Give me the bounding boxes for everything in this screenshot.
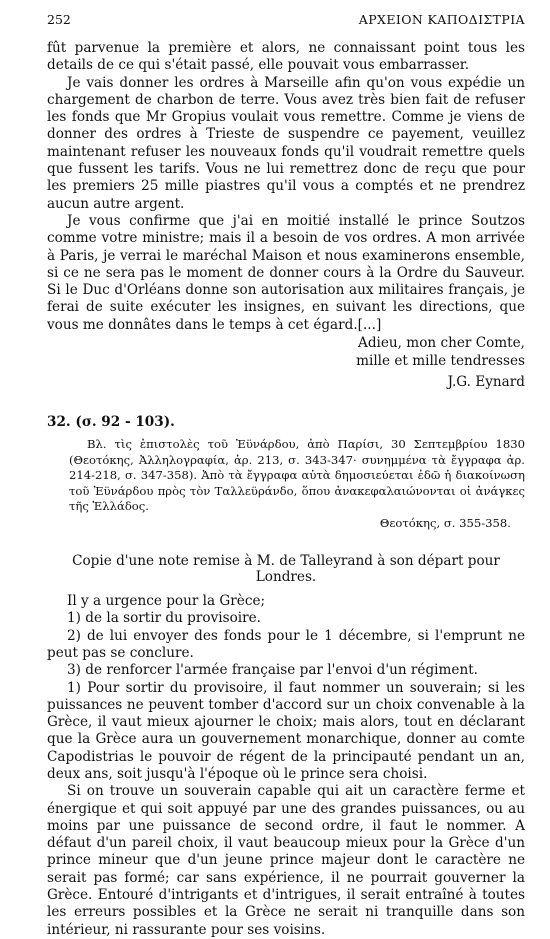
closing-line: Adieu, mon cher Comte, xyxy=(358,335,525,352)
page-header xyxy=(47,12,525,40)
list-item: 2) de lui envoyer des fonds pour le 1 décembre, si l'emprunt ne peut pas se conclure. xyxy=(47,627,525,661)
editorial-note: Βλ. τὶς ἐπιστολὲς τοῦ Ἐϋνάρδου, ἀπὸ Παρίσι, 30 Σεπτεμβρίου 1830 (Θεοτόκης, Ἀλληλογραφία, ἀρ. 213, σ. 343-347· συνημμένα τὰ ἔγγραφα ἀρ. 214-218, σ. 347-358). Ἀπὸ τὰ ἔγγραφα αὐτὰ δημοσιεύεται ἐδῶ ἡ διακοίνωση τοῦ Ἐϋνάρδου πρὸς τὸν Ταλλεϋράνδο, ὅπου ἀνακεφαλαιώνονται οἱ ἀνάγκες τῆς Ἑλλάδος. xyxy=(69,437,525,514)
list-item: 1) de la sortir du provisoire. xyxy=(67,610,261,627)
note-reference: Θεοτόκης, σ. 355-358. xyxy=(379,516,511,531)
signature: J.G. Eynard xyxy=(447,374,525,391)
closing-line: mille et mille tendresses xyxy=(356,353,525,370)
document-title: Copie d'une note remise à M. de Talleyrand à son départ pour Londres. xyxy=(72,553,500,586)
letter-paragraph: Je vais donner les ordres à Marseille afin qu'on vous expédie un chargement de charbon de terre. Vous avez très bien fait de refuser les fonds que Mr Gropius voulait vous remettre. Comme je viens de donner des ordres à Trieste de suspendre ce payement, veuillez maintenant refuser les nouveaux fonds qu'il voudrait remettre quels que fussent les tarifs. Vous ne lui remettrez donc de reçu que pour les premiers 25 mille piastres qu'il vous a comptés et ne prendrez aucun autre argent. xyxy=(47,74,525,212)
letter-paragraph: Je vous confirme que j'ai en moitié installé le prince Soutzos comme votre ministre; mais il a besoin de vos ordres. A mon arrivée à Paris, je verrai le maréchal Maison et nous examinerons ensemble, si ce ne sera pas le moment de donner cours à la Ordre du Sauveur. Si le Duc d'Orléans donne son autorisation aux militaires français, je ferai de suite exécuter les insignes, en suivant les directions, que vous me donnâtes dans le temps à cet égard.[...] xyxy=(47,212,525,333)
section-number: 32. (σ. 92 - 103). xyxy=(47,414,175,431)
running-title: ΑΡΧΕΙΟΝ ΚΑΠΟΔΙΣΤΡΙΑ xyxy=(358,12,525,27)
document-paragraph: Si on trouve un souverain capable qui ait un caractère ferme et énergique et qui soit appuyé par une des grandes puissances, ou au moins par une puissance de second ordre, il faut le nommer. A défaut d'un pareil choix, il vaut beaucoup mieux pour la Grèce d'un prince mineur que d'un jeune prince majeur dont le caractère ne serait pas formé; car sans expérience, il ne pourrait gouverner la Grèce. Entouré d'intrigants et d'intrigues, il serait entraîné à toutes les erreurs possibles et la Grèce ne serait ni tranquille dans son intérieur, ni rassurante pour ses voisins. xyxy=(47,783,525,938)
document-intro: Il y a urgence pour la Grèce; xyxy=(67,593,266,610)
document-paragraph: 1) Pour sortir du provisoire, il faut nommer un souverain; si les puissances ne peuvent tomber d'accord sur un choix convenable à la Grèce, il vaut mieux ajourner le choix; mais alors, tout en déclarant que la Grèce aura un gouvernement monarchique, donner au comte Capodistrias le pouvoir de régent de la principauté pendant un an, deux ans, soit jusqu'à l'époque où le prince sera choisi. xyxy=(47,679,525,782)
letter-body xyxy=(47,40,525,334)
document-body xyxy=(47,593,525,939)
page-number: 252 xyxy=(47,12,71,27)
letter-closing xyxy=(47,334,525,370)
letter-paragraph: fût parvenue la première et alors, ne connaissant point tous les details de ce qui s'était passé, elle pouvait vous embarrasser. xyxy=(47,40,525,74)
list-item: 3) de renforcer l'armée française par l'envoi d'un régiment. xyxy=(67,662,478,679)
